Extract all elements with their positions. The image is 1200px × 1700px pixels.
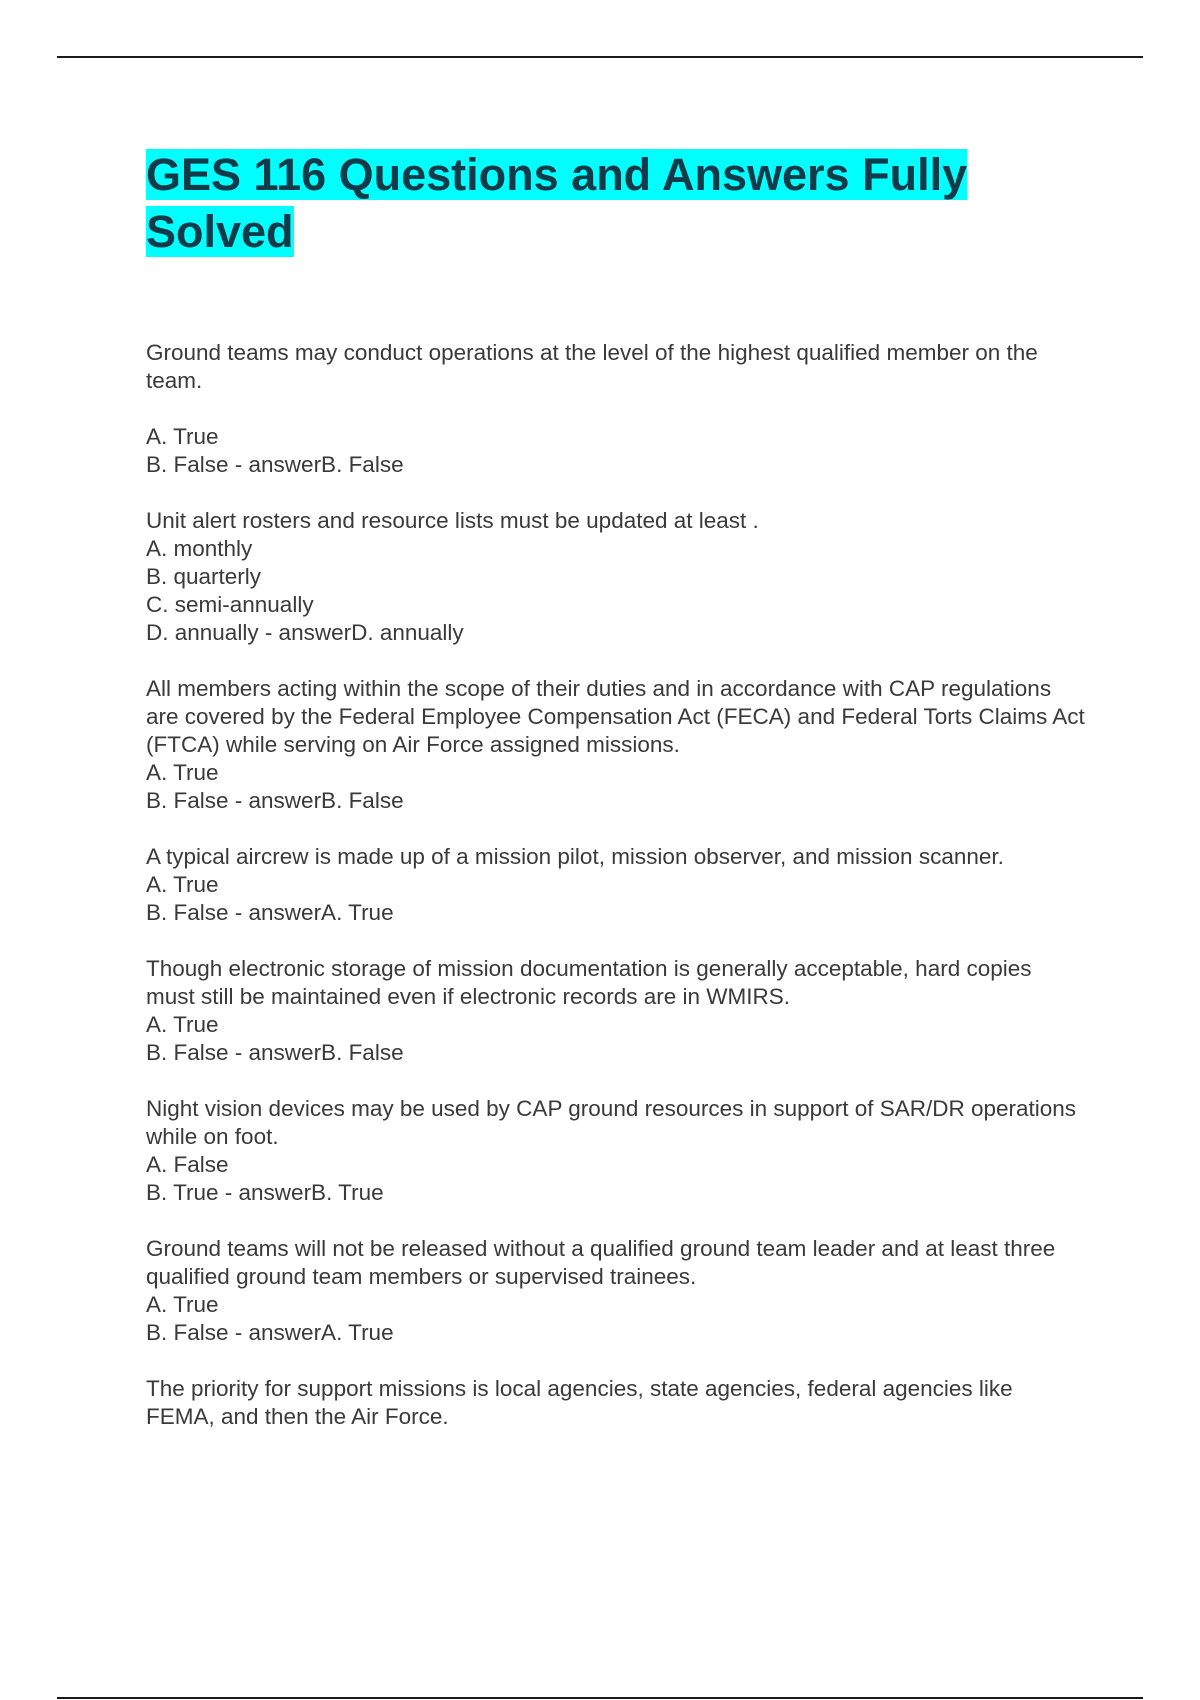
answer-option: B. True - answerB. True — [146, 1180, 384, 1205]
question-2 — [146, 507, 1086, 647]
question-prompt: Though electronic storage of mission documentation is generally acceptable, hard copies must still be maintained even if electronic records are in WMIRS. — [146, 956, 1032, 1009]
question-prompt: Unit alert rosters and resource lists must be updated at least . — [146, 508, 759, 533]
question-6 — [146, 1095, 1086, 1207]
answer-option: B. False - answerA. True — [146, 900, 394, 925]
answer-option: A. False — [146, 1152, 229, 1177]
answer-option: A. monthly — [146, 536, 253, 561]
question-5 — [146, 955, 1086, 1067]
bottom-rule — [57, 1697, 1143, 1699]
answer-option: B. False - answerB. False — [146, 452, 404, 477]
answer-option: A. True — [146, 1012, 219, 1037]
answer-option: A. True — [146, 760, 219, 785]
answer-option: B. False - answerB. False — [146, 788, 404, 813]
answer-option: D. annually - answerD. annually — [146, 620, 464, 645]
question-prompt: The priority for support missions is local agencies, state agencies, federal agencies like FEMA, and then the Air Force. — [146, 1376, 1013, 1429]
question-prompt: Ground teams may conduct operations at the level of the highest qualified member on the team. — [146, 340, 1038, 393]
question-3 — [146, 675, 1086, 815]
answer-option: A. True — [146, 424, 219, 449]
question-1 — [146, 339, 1086, 479]
question-prompt: Ground teams will not be released without a qualified ground team leader and at least three qualified ground team members or supervised trainees. — [146, 1236, 1056, 1289]
question-list — [146, 339, 1086, 1431]
question-8 — [146, 1375, 1086, 1431]
answer-option: B. False - answerA. True — [146, 1320, 394, 1345]
question-7 — [146, 1235, 1086, 1347]
answer-option: C. semi-annually — [146, 592, 314, 617]
top-rule — [57, 56, 1143, 58]
title-highlight: GES 116 Questions and Answers Fully Solved — [146, 149, 968, 257]
question-4 — [146, 843, 1086, 927]
answer-option: B. quarterly — [146, 564, 262, 589]
question-prompt: Night vision devices may be used by CAP ground resources in support of SAR/DR operations while on foot. — [146, 1096, 1077, 1149]
document-body — [146, 146, 1086, 1459]
answer-option: A. True — [146, 1292, 219, 1317]
answer-option: A. True — [146, 872, 219, 897]
question-prompt: A typical aircrew is made up of a mission pilot, mission observer, and mission scanner. — [146, 844, 1004, 869]
answer-option: B. False - answerB. False — [146, 1040, 404, 1065]
question-prompt: All members acting within the scope of their duties and in accordance with CAP regulations are covered by the Federal Employee Compensation Act (FECA) and Federal Torts Claims Act (FTCA) while serving on Air Force assigned missions. — [146, 676, 1085, 757]
question-spacer — [146, 395, 1086, 423]
document-title — [146, 146, 1086, 260]
